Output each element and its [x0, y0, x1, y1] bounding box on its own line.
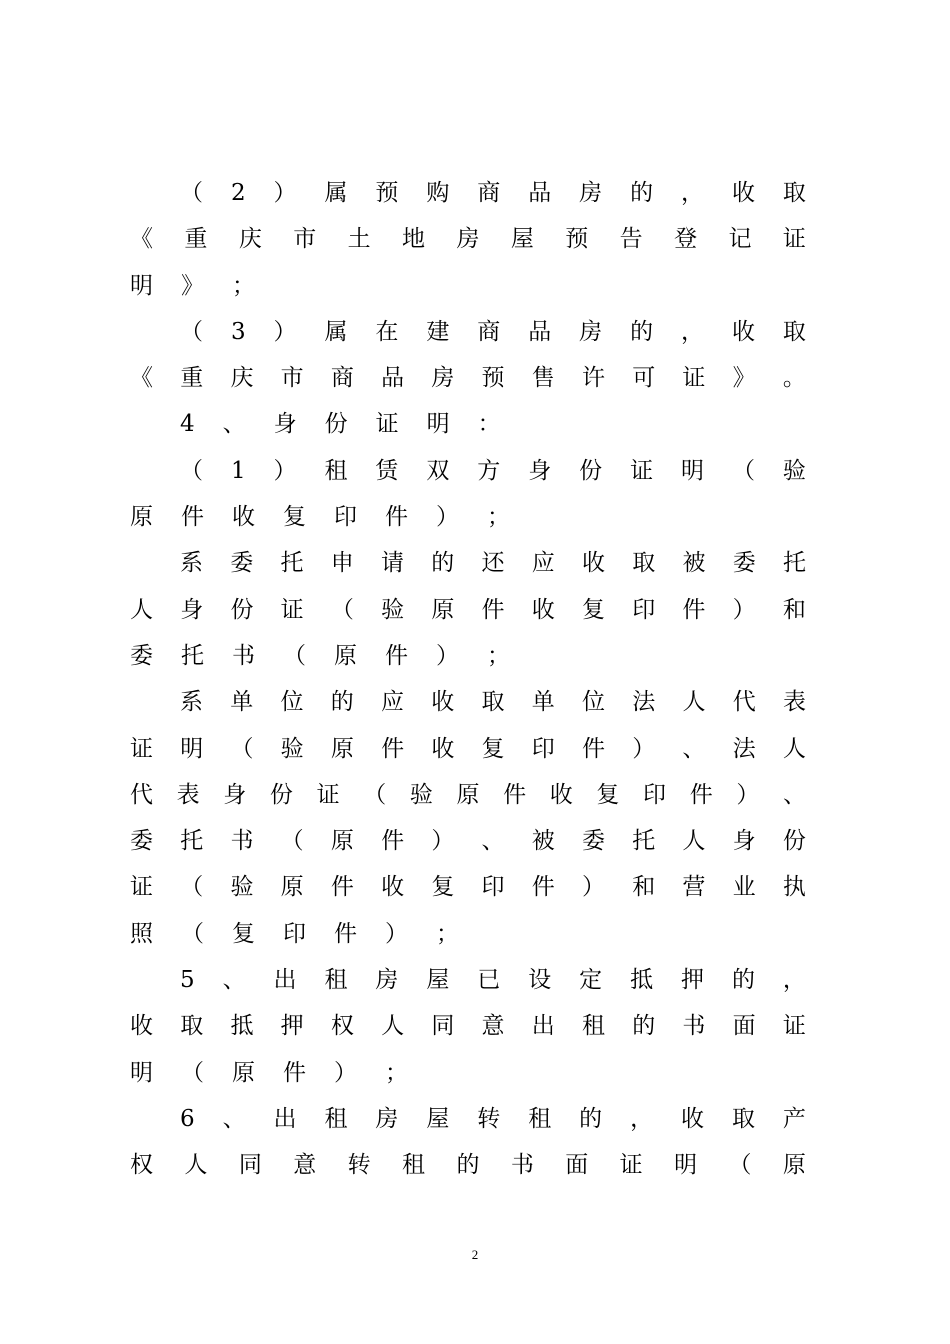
glyph: 房	[375, 967, 399, 994]
glyph: 被	[682, 550, 706, 577]
glyph: 原	[330, 735, 354, 762]
glyph: 、	[222, 967, 246, 994]
glyph: 市	[293, 226, 317, 253]
glyph: 证	[682, 365, 706, 392]
glyph: 请	[381, 550, 404, 577]
glyph: 属	[324, 180, 348, 206]
glyph: 属	[324, 318, 348, 345]
glyph: （	[728, 1152, 752, 1179]
glyph: 印	[531, 735, 555, 762]
glyph: 收	[549, 781, 573, 808]
glyph: 证	[782, 226, 806, 253]
glyph: 收	[232, 504, 255, 531]
glyph: 许	[581, 365, 605, 392]
glyph: （	[330, 596, 354, 623]
glyph: 托	[280, 550, 304, 577]
glyph: （	[230, 735, 254, 762]
glyph: 屋	[426, 1105, 450, 1132]
glyph: 代	[732, 689, 756, 716]
glyph: 3	[230, 318, 246, 345]
glyph: 双	[426, 457, 450, 484]
glyph: 原	[232, 1059, 255, 1086]
glyph: 书	[510, 1152, 534, 1179]
glyph: ，	[681, 180, 705, 206]
glyph: 定	[579, 967, 603, 994]
glyph: 和	[782, 596, 806, 623]
text-line	[130, 1096, 806, 1142]
glyph: ）	[385, 920, 408, 947]
glyph: 验	[782, 457, 806, 484]
text-line	[130, 448, 806, 494]
glyph: 业	[732, 874, 756, 901]
glyph: 预	[375, 180, 399, 206]
glyph: 身	[732, 828, 756, 855]
glyph: 件	[181, 504, 204, 531]
glyph: 6	[180, 1105, 195, 1132]
glyph: 品	[381, 365, 405, 392]
glyph: 原	[280, 874, 304, 901]
glyph: 、	[222, 1105, 246, 1132]
glyph: 证	[316, 781, 340, 808]
glyph: 面	[732, 1013, 756, 1040]
glyph: 收	[731, 180, 755, 206]
glyph: 的	[431, 550, 455, 577]
glyph: 验	[381, 596, 405, 623]
text-line	[130, 864, 806, 910]
glyph: 系	[180, 550, 203, 577]
text-line	[130, 309, 806, 355]
glyph: 复	[431, 874, 455, 901]
glyph: 原	[130, 504, 153, 531]
glyph: ，	[681, 318, 705, 345]
glyph: 人	[381, 1013, 405, 1040]
glyph: 的	[330, 689, 354, 716]
glyph: 设	[528, 967, 552, 994]
glyph: 的	[456, 1152, 480, 1179]
glyph: 的	[630, 180, 654, 206]
glyph: 原	[334, 642, 357, 669]
glyph: 面	[565, 1152, 589, 1179]
glyph: 件	[334, 920, 357, 947]
glyph: 转	[477, 1105, 501, 1132]
text-line	[130, 355, 806, 401]
glyph: 件	[385, 642, 408, 669]
glyph: 品	[528, 180, 552, 206]
glyph: ；	[487, 504, 510, 531]
glyph: 原	[782, 1152, 806, 1179]
text-line	[130, 1003, 806, 1049]
text-line	[130, 726, 806, 772]
glyph: 品	[528, 318, 552, 345]
text-line	[130, 818, 806, 864]
glyph: （	[283, 642, 306, 669]
glyph: 重	[184, 226, 208, 253]
glyph: 位	[582, 689, 605, 716]
glyph: 应	[381, 689, 404, 716]
glyph: 收	[531, 596, 555, 623]
glyph: 商	[330, 365, 354, 392]
glyph: 份	[782, 828, 806, 855]
glyph: 取	[731, 1105, 755, 1132]
glyph: 复	[283, 504, 306, 531]
glyph: 庆	[230, 365, 254, 392]
glyph: 复	[581, 596, 605, 623]
text-line	[130, 679, 806, 725]
glyph: 产	[782, 1105, 806, 1132]
glyph: 同	[431, 1013, 455, 1040]
glyph: 权	[130, 1152, 153, 1179]
glyph: 印	[481, 874, 505, 901]
glyph: 单	[531, 689, 555, 716]
glyph: 原	[431, 596, 455, 623]
glyph: ）	[273, 180, 297, 206]
glyph: 复	[596, 781, 620, 808]
glyph: 托	[181, 642, 204, 669]
text-line	[130, 772, 806, 818]
glyph: 身	[528, 457, 552, 484]
glyph: 》	[181, 272, 204, 299]
glyph: 4	[180, 411, 195, 438]
glyph: 证	[130, 874, 153, 901]
glyph: 收	[681, 1105, 705, 1132]
glyph: 方	[477, 457, 501, 484]
glyph: 执	[782, 874, 806, 901]
glyph: 验	[230, 874, 254, 901]
glyph: 件	[481, 596, 505, 623]
text-line	[130, 170, 806, 216]
glyph: 租	[581, 1013, 605, 1040]
text-line	[130, 540, 806, 586]
glyph: ）	[736, 781, 760, 808]
glyph: 出	[273, 1105, 297, 1132]
glyph: 明	[681, 457, 705, 484]
text-line	[130, 216, 806, 262]
glyph: 委	[732, 550, 756, 577]
glyph: 托	[180, 828, 204, 855]
glyph: 出	[273, 967, 297, 994]
glyph: 房	[456, 226, 480, 253]
glyph: ；	[487, 642, 510, 669]
glyph: 在	[375, 318, 399, 345]
glyph: 房	[579, 318, 603, 345]
glyph: 件	[330, 874, 354, 901]
glyph: 委	[130, 828, 153, 855]
glyph: 件	[381, 828, 405, 855]
glyph: 和	[632, 874, 656, 901]
glyph: 5	[180, 967, 195, 994]
glyph: 的	[630, 318, 654, 345]
glyph: 屋	[510, 226, 534, 253]
glyph: ）	[436, 642, 459, 669]
glyph: 营	[682, 874, 706, 901]
glyph: 的	[731, 967, 755, 994]
glyph: 租	[402, 1152, 426, 1179]
glyph: （	[363, 781, 387, 808]
glyph: 抵	[230, 1013, 254, 1040]
glyph: 预	[565, 226, 589, 253]
glyph: 可	[632, 365, 656, 392]
glyph: 租	[528, 1105, 552, 1132]
glyph: 法	[632, 689, 656, 716]
glyph: 委	[130, 642, 153, 669]
glyph: 土	[347, 226, 371, 253]
glyph: 申	[330, 550, 354, 577]
text-line	[130, 957, 806, 1003]
glyph: 身	[180, 596, 204, 623]
glyph: （	[181, 920, 204, 947]
glyph: 证	[375, 411, 399, 438]
glyph: 取	[632, 550, 656, 577]
glyph: 件	[531, 874, 555, 901]
text-line	[130, 494, 806, 540]
glyph: 商	[477, 180, 501, 206]
glyph: 人	[682, 828, 706, 855]
glyph: 件	[581, 735, 605, 762]
glyph: 件	[381, 735, 405, 762]
glyph: 单	[230, 689, 254, 716]
glyph: 房	[375, 1105, 399, 1132]
glyph: （	[180, 180, 203, 206]
glyph: 人	[782, 735, 806, 762]
glyph: 明	[130, 272, 153, 299]
glyph: 收	[130, 1013, 153, 1040]
glyph: 权	[330, 1013, 354, 1040]
glyph: 被	[531, 828, 555, 855]
glyph: 书	[232, 642, 255, 669]
glyph: ；	[436, 920, 459, 947]
text-line	[130, 1142, 806, 1188]
glyph: 人	[682, 689, 706, 716]
glyph: 书	[682, 1013, 706, 1040]
glyph: 原	[456, 781, 480, 808]
glyph: ）	[436, 504, 459, 531]
glyph: 收	[431, 735, 455, 762]
glyph: 件	[385, 504, 408, 531]
text-line	[130, 587, 806, 633]
glyph: 托	[632, 828, 656, 855]
glyph: ；	[232, 272, 255, 299]
glyph: 系	[180, 689, 203, 716]
glyph: 证	[630, 457, 654, 484]
glyph: 表	[176, 781, 200, 808]
glyph: 建	[426, 318, 450, 345]
glyph: 证	[782, 1013, 806, 1040]
glyph: 印	[632, 596, 656, 623]
text-line	[130, 263, 806, 309]
glyph: （	[180, 874, 204, 901]
text-line	[130, 1050, 806, 1096]
glyph: 。	[782, 365, 806, 392]
glyph: 位	[280, 689, 304, 716]
glyph: 明	[180, 735, 204, 762]
glyph: 份	[324, 411, 348, 438]
glyph: 售	[531, 365, 555, 392]
glyph: 登	[674, 226, 698, 253]
glyph: 租	[324, 457, 348, 484]
glyph: 书	[230, 828, 254, 855]
glyph: 押	[681, 967, 705, 994]
glyph: 印	[334, 504, 357, 531]
glyph: 证	[619, 1152, 643, 1179]
glyph: 意	[293, 1152, 317, 1179]
glyph: 《	[130, 226, 153, 253]
glyph: （	[180, 457, 203, 484]
glyph: 份	[230, 596, 254, 623]
text-line	[130, 633, 806, 679]
glyph: 件	[682, 596, 706, 623]
glyph: 告	[619, 226, 643, 253]
glyph: 押	[280, 1013, 304, 1040]
glyph: 意	[481, 1013, 505, 1040]
glyph: 取	[782, 318, 806, 345]
glyph: ，	[782, 967, 806, 994]
glyph: 购	[426, 180, 450, 206]
glyph: 身	[223, 781, 247, 808]
glyph: 表	[783, 689, 806, 716]
glyph: 屋	[426, 967, 450, 994]
glyph: 地	[402, 226, 426, 253]
glyph: 记	[728, 226, 752, 253]
glyph: 份	[579, 457, 603, 484]
glyph: 印	[283, 920, 306, 947]
glyph: 的	[579, 1105, 603, 1132]
glyph: 收	[431, 689, 455, 716]
glyph: 同	[238, 1152, 262, 1179]
glyph: 人	[130, 596, 153, 623]
glyph: 委	[230, 550, 254, 577]
glyph: 租	[324, 967, 348, 994]
glyph: 1	[230, 457, 246, 484]
page-number: 2	[471, 1247, 479, 1262]
glyph: 、	[222, 411, 246, 438]
glyph: 取	[481, 689, 505, 716]
glyph: 、	[481, 828, 505, 855]
glyph: 复	[232, 920, 255, 947]
glyph: 印	[643, 781, 667, 808]
glyph: 重	[180, 365, 204, 392]
glyph: ）	[273, 318, 297, 345]
glyph: 收	[381, 874, 405, 901]
glyph: ：	[477, 411, 501, 438]
glyph: 收	[582, 550, 605, 577]
glyph: 明	[130, 1059, 153, 1086]
glyph: ）	[431, 828, 455, 855]
glyph: ；	[385, 1059, 408, 1086]
glyph: 验	[409, 781, 433, 808]
glyph: 件	[503, 781, 527, 808]
glyph: 2	[230, 180, 246, 206]
glyph: ）	[273, 457, 297, 484]
glyph: 人	[184, 1152, 208, 1179]
glyph: 代	[130, 781, 153, 808]
glyph: 抵	[630, 967, 654, 994]
glyph: ）	[334, 1059, 357, 1086]
text-line	[130, 401, 806, 447]
glyph: 法	[732, 735, 756, 762]
glyph: 庆	[238, 226, 262, 253]
glyph: ）	[632, 735, 656, 762]
glyph: （	[181, 1059, 204, 1086]
glyph: 取	[782, 180, 806, 206]
glyph: 委	[581, 828, 605, 855]
glyph: （	[180, 318, 203, 345]
glyph: 《	[130, 365, 153, 392]
glyph: 件	[689, 781, 713, 808]
glyph: ）	[581, 874, 605, 901]
glyph: 、	[782, 781, 806, 808]
glyph: 件	[283, 1059, 306, 1086]
glyph: 预	[481, 365, 505, 392]
glyph: 明	[426, 411, 450, 438]
glyph: 明	[674, 1152, 698, 1179]
glyph: 照	[130, 920, 153, 947]
glyph: 应	[531, 550, 555, 577]
glyph: 原	[330, 828, 354, 855]
glyph: ，	[630, 1105, 654, 1132]
glyph: 复	[481, 735, 505, 762]
glyph: 份	[269, 781, 293, 808]
glyph: 租	[324, 1105, 348, 1132]
glyph: 收	[731, 318, 755, 345]
glyph: 验	[280, 735, 304, 762]
glyph: 商	[477, 318, 501, 345]
glyph: 还	[481, 550, 505, 577]
glyph: 托	[783, 550, 806, 577]
glyph: 证	[280, 596, 304, 623]
glyph: 赁	[375, 457, 399, 484]
glyph: ）	[732, 596, 756, 623]
text-line	[130, 911, 806, 957]
glyph: 的	[632, 1013, 656, 1040]
glyph: 出	[531, 1013, 555, 1040]
glyph: 房	[579, 180, 603, 206]
body-text	[130, 170, 806, 1189]
glyph: 取	[180, 1013, 204, 1040]
glyph: 已	[477, 967, 501, 994]
glyph: （	[280, 828, 304, 855]
glyph: 身	[273, 411, 297, 438]
glyph: 市	[280, 365, 304, 392]
glyph: 转	[347, 1152, 371, 1179]
glyph: 》	[732, 365, 756, 392]
glyph: 、	[682, 735, 706, 762]
glyph: （	[731, 457, 755, 484]
glyph: 房	[431, 365, 455, 392]
glyph: 证	[130, 735, 153, 762]
